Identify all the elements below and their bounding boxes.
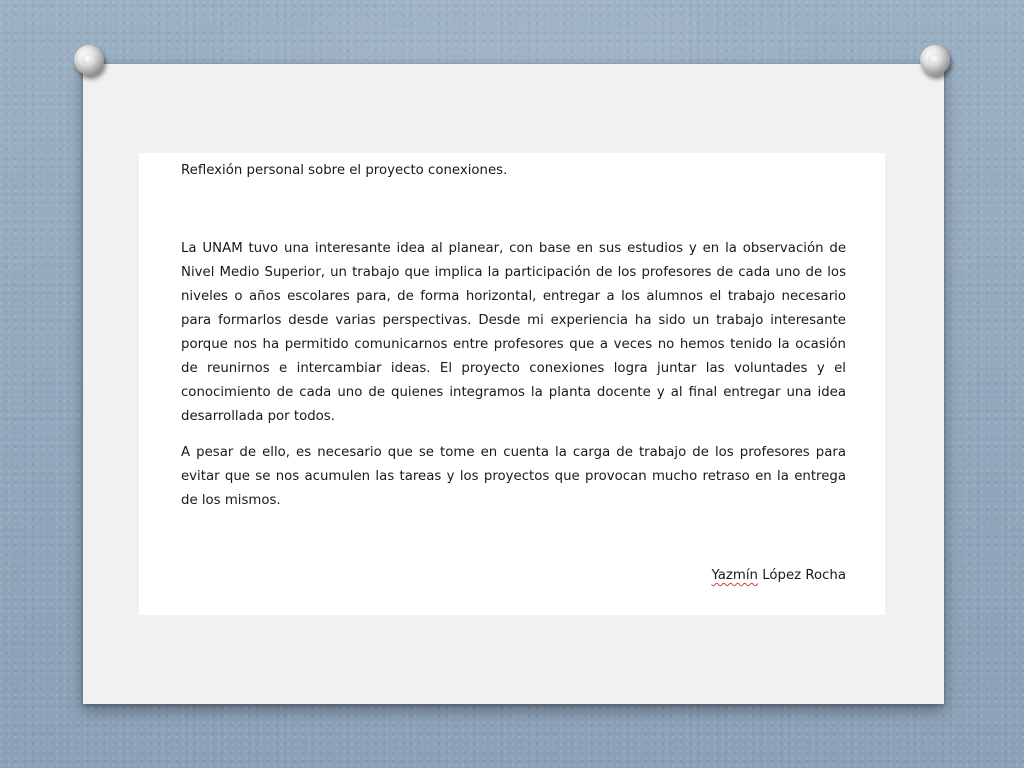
pushpin-icon [920, 45, 950, 75]
pushpin-icon [74, 45, 104, 75]
paragraph: A pesar de ello, es necesario que se tome en cuenta la carga de trabajo de los profesores para evitar que se nos acumulen las tareas y los proyectos que provocan mucho retraso en la entrega de los mismos. [181, 445, 846, 508]
document-page [139, 153, 885, 615]
paragraph: La UNAM tuvo una interesante idea al planear, con base en sus estudios y en la observación de Nivel Medio Superior, un trabajo que implica la participación de los profesores de cada uno de los niveles o años escolares para, de forma horizontal, entregar a los alumnos el trabajo necesario para formarlos desde varias perspectivas. Desde mi experiencia ha sido un trabajo interesante porque nos ha permitido comunicarnos entre profesores que a veces no hemos tenido la ocasión de reunirnos e intercambiar ideas. El proyecto conexiones logra juntar las voluntades y el conocimiento de cada uno de quienes integramos la planta docente y al final entregar una idea desarrollada por todos. [181, 241, 846, 424]
document-title: Reflexión personal sobre el proyecto conexiones. [181, 163, 508, 178]
author-signature [711, 567, 846, 585]
author-last-names: López Rocha [757, 568, 846, 583]
author-first-name: Yazmín [711, 568, 758, 583]
